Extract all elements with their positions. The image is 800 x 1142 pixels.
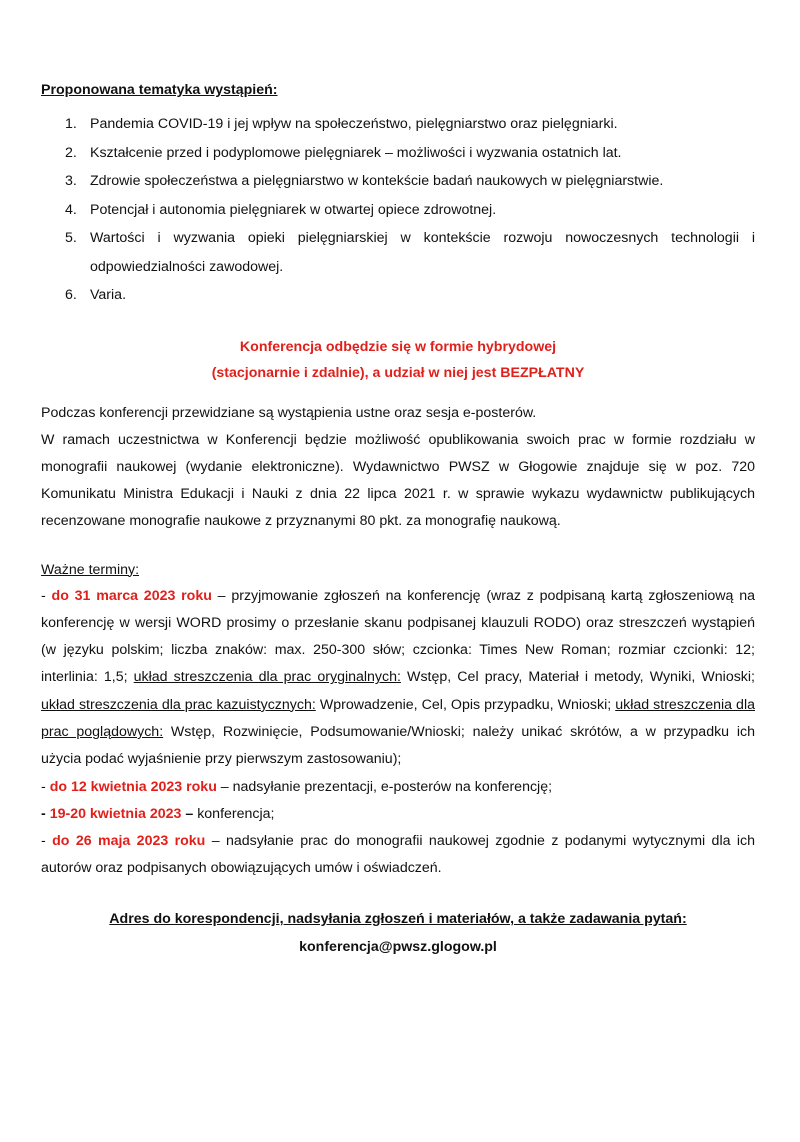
term-dash: - [41, 833, 46, 850]
term-date: do 26 maja 2023 roku [52, 833, 206, 850]
document-page [41, 82, 755, 961]
topic-item [41, 196, 755, 225]
contact-heading: Adres do korespondencji, nadsyłania zgłoszeń i materiałów, a także zadawania pytań: [109, 910, 687, 927]
topic-number: 5. [65, 230, 77, 246]
contact-section [41, 905, 755, 961]
term-bold-dash: – [181, 805, 194, 822]
intro-line-1: Podczas konferencji przewidziane są wystąpienia ustne oraz sesja e-posterów. [41, 404, 537, 421]
topic-text: Wartości i wyzwania opieki pielęgniarskiej w kontekście rozwoju nowoczesnych technologii i odpowiedzialności zawodowej. [90, 230, 755, 275]
term-text: Wstęp, Cel pracy, Materiał i metody, Wyniki, Wnioski; [400, 669, 755, 686]
term-item-2 [41, 774, 755, 801]
intro-paragraph [41, 400, 755, 535]
intro-line-2: W ramach uczestnictwa w Konferencji będzie możliwość opublikowania swoich prac w formie rozdziału w monografii naukowej (wydanie elektroniczne). Wydawnictwo PWSZ w Głogowie znajduje się w poz. 720 Komunikatu Ministra Edukacji i Nauki z dnia 22 lipca 2021 r. w sprawie wykazu wydawnictw publikujących recenzowane monografie naukowe z przyznanymi 80 pkt. za monografię naukową. [41, 431, 755, 529]
topic-number: 1. [65, 116, 77, 132]
term-text: – przyjmowanie zgłoszeń na konferencję (wraz z podpisaną kartą zgłoszeniową na konferencję w wersji WORD prosimy o przesłanie skanu podpisanej klauzuli RODO) oraz streszczeń wystąpień (w języku polskim; liczba znaków: max. 250-300 słów; czcionka: Times New Roman; rozmiar czcionki: 12; interlinia: 1,5; [41, 587, 755, 686]
topic-text: Kształcenie przed i podyplomowe pielęgniarek – możliwości i wyzwania ostatnich lat. [90, 144, 622, 161]
term-text: – nadsyłanie prac do monografii naukowej zgodnie z podanymi wytycznymi dla ich autorów oraz podpisanych obowiązujących umów i oświadczeń. [41, 833, 755, 877]
term-dash: - [41, 778, 46, 795]
topic-item [41, 224, 755, 281]
term-item-4 [41, 828, 755, 883]
term-item-3 [41, 801, 755, 828]
abstract-layout-case: układ streszczenia dla prac kazuistycznych: [41, 696, 316, 713]
abstract-layout-original: układ streszczenia dla prac oryginalnych: [133, 669, 401, 686]
topic-number: 6. [65, 287, 77, 303]
contact-email: konferencja@pwsz.glogow.pl [299, 938, 497, 955]
topic-text: Varia. [90, 287, 127, 303]
term-dash: - [41, 587, 46, 604]
topics-heading: Proponowana tematyka wystąpień: [41, 82, 278, 98]
term-date: 19-20 kwietnia 2023 [49, 805, 182, 822]
term-text: Wprowadzenie, Cel, Opis przypadku, Wnioski; [315, 696, 616, 713]
topic-item [41, 110, 755, 139]
topic-item [41, 167, 755, 196]
topic-text: Pandemia COVID-19 i jej wpływ na społeczeństwo, pielęgniarstwo oraz pielęgniarki. [90, 116, 618, 132]
term-date: do 31 marca 2023 roku [51, 587, 212, 604]
notice-line-2: (stacjonarnie i zdalnie), a udział w niej jest BEZPŁATNY [211, 364, 585, 381]
topic-item [41, 139, 755, 168]
term-item-1 [41, 583, 755, 774]
hybrid-notice [41, 334, 755, 386]
term-text: – nadsyłanie prezentacji, e-posterów na konferencję; [216, 778, 553, 795]
term-text: Wstęp, Rozwinięcie, Podsumowanie/Wnioski; należy unikać skrótów, a w przypadku ich użycia podać wyjaśnienie przy pierwszym zastosowaniu); [41, 723, 755, 768]
terms-heading: Ważne terminy: [41, 561, 140, 578]
abstract-layout-review: układ streszczenia dla prac poglądowych: [41, 696, 755, 740]
topic-number: 2. [65, 144, 77, 161]
notice-line-1: Konferencja odbędzie się w formie hybrydowej [239, 338, 557, 355]
topic-number: 4. [65, 201, 77, 218]
topic-item [41, 281, 755, 310]
topic-number: 3. [65, 173, 77, 189]
term-date: do 12 kwietnia 2023 roku [49, 778, 217, 795]
term-dash: - [41, 805, 46, 822]
term-text: konferencja; [193, 805, 275, 822]
topic-text: Zdrowie społeczeństwa a pielęgniarstwo w kontekście badań naukowych w pielęgniarstwie. [90, 173, 664, 189]
topics-list [41, 110, 755, 310]
topic-text: Potencjał i autonomia pielęgniarek w otwartej opiece zdrowotnej. [90, 201, 497, 218]
